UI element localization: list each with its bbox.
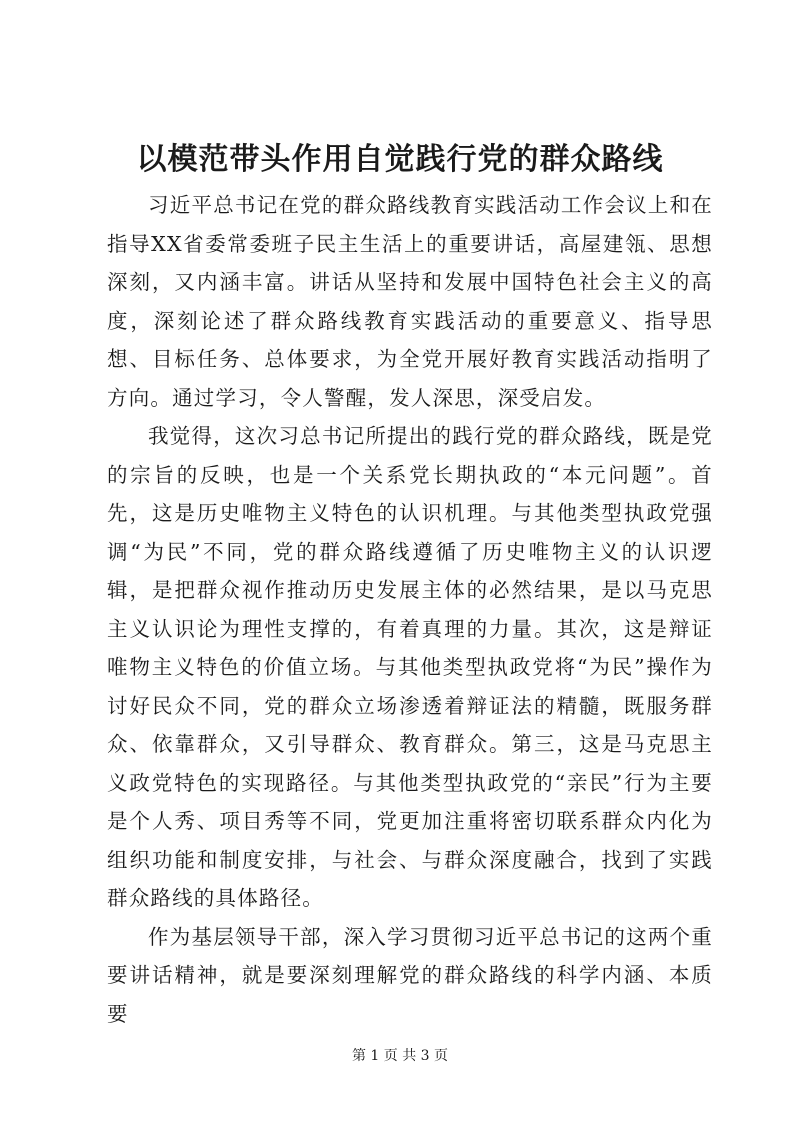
paragraph-2: 我觉得，这次习总书记所提出的践行党的群众路线，既是党的宗旨的反映，也是一个关系党长期执政的“本元问题”。首先，这是历史唯物主义特色的认识机理。与其他类型执政党强调“为民”不同，党的群众路线遵循了历史唯物主义的认识逻辑，是把群众视作推动历史发展主体的必然结果，是以马克思主义认识论为理性支撑的，有着真理的力量。其次，这是辩证唯物主义特色的价值立场。与其他类型执政党将“为民”操作为讨好民众不同，党的群众立场渗透着辩证法的精髓，既服务群众、依靠群众，又引导群众、教育群众。第三，这是马克思主义政党特色的实现路径。与其他类型执政党的“亲民”行为主要是个人秀、项目秀等不同，党更加注重将密切联系群众内化为组织功能和制度安排，与社会、与群众深度融合，找到了实践群众路线的具体路径。 [107, 424, 713, 910]
page-footer: 第 1 页 共 3 页 [351, 1048, 449, 1064]
document-title: 以模范带头作用自觉践行党的群众路线 [136, 142, 664, 177]
paragraph-1: 习近平总书记在党的群众路线教育实践活动工作会议上和在指导XX省委常委班子民主生活上的重要讲话，高屋建瓴、思想深刻，又内涵丰富。讲话从坚持和发展中国特色社会主义的高度，深刻论述了群众路线教育实践活动的重要意义、指导思想、目标任务、总体要求，为全党开展好教育实践活动指明了方向。通过学习，令人警醒，发人深思，深受启发。 [107, 193, 713, 410]
document-body [107, 186, 713, 1033]
paragraph-3: 作为基层领导干部，深入学习贯彻习近平总书记的这两个重要讲话精神，就是要深刻理解党的群众路线的科学内涵、本质要 [107, 924, 713, 1026]
